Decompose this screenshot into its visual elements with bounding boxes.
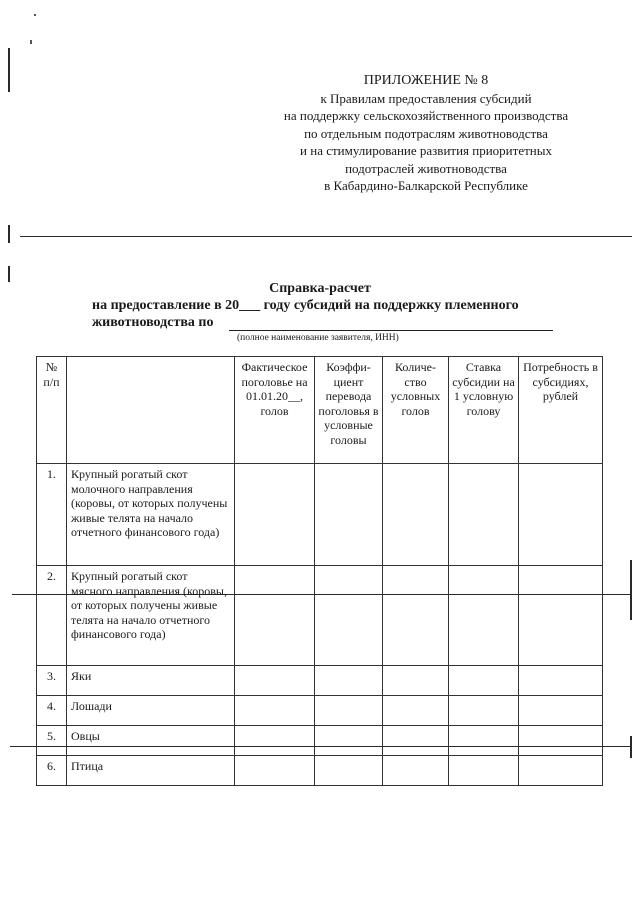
scan-edge-line bbox=[20, 236, 632, 237]
form-subtitle-line2: животноводства по bbox=[92, 315, 214, 330]
cell-coefficient[interactable] bbox=[315, 756, 383, 786]
row-name: Яки bbox=[67, 666, 235, 696]
cell-count[interactable] bbox=[383, 756, 449, 786]
header-livestock: Фактическое поголовье на 01.01.20__, голов bbox=[235, 357, 315, 464]
cell-rate[interactable] bbox=[449, 566, 519, 666]
scan-mark bbox=[30, 40, 32, 44]
cell-rate[interactable] bbox=[449, 756, 519, 786]
header-rate: Ставка субсидии на 1 условную голову bbox=[449, 357, 519, 464]
applicant-name-field bbox=[229, 330, 553, 331]
cell-coefficient[interactable] bbox=[315, 726, 383, 756]
cell-count[interactable] bbox=[383, 464, 449, 566]
table-row bbox=[37, 696, 603, 726]
scan-edge-line bbox=[630, 736, 632, 758]
cell-livestock[interactable] bbox=[235, 696, 315, 726]
cell-need[interactable] bbox=[519, 566, 603, 666]
row-name: Крупный рогатый скот мясного направления (коровы, от которых получены живые телята на начало отчетного финансового года) bbox=[67, 566, 235, 666]
cell-count[interactable] bbox=[383, 566, 449, 666]
cell-livestock[interactable] bbox=[235, 566, 315, 666]
appendix-line: к Правилам предоставления субсидий bbox=[320, 90, 532, 106]
scan-edge-line bbox=[8, 48, 10, 92]
scan-edge-line bbox=[8, 266, 10, 282]
header-count: Количе-ство условных голов bbox=[383, 357, 449, 464]
appendix-line: на поддержку сельскохозяйственного производства bbox=[283, 108, 569, 123]
row-num: 3. bbox=[37, 666, 67, 696]
header-coefficient: Коэффи-циент перевода поголовья в условные головы bbox=[315, 357, 383, 464]
row-name: Крупный рогатый скот молочного направления (коровы, от которых получены живые телята на начало отчетного финансового года) bbox=[67, 464, 235, 566]
table-header-row bbox=[37, 357, 603, 464]
row-name: Птица bbox=[67, 756, 235, 786]
appendix-line: в Кабардино-Балкарской Республике bbox=[324, 178, 528, 193]
table-row bbox=[37, 756, 603, 786]
appendix-line: по отдельным подотраслям животноводства bbox=[304, 125, 548, 141]
table-row bbox=[37, 566, 603, 666]
scan-edge-line bbox=[630, 560, 632, 620]
header-num: № п/п bbox=[37, 357, 67, 464]
cell-need[interactable] bbox=[519, 696, 603, 726]
cell-count[interactable] bbox=[383, 726, 449, 756]
cell-need[interactable] bbox=[519, 756, 603, 786]
row-num: 6. bbox=[37, 756, 67, 786]
cell-need[interactable] bbox=[519, 464, 603, 566]
row-name: Овцы bbox=[67, 726, 235, 756]
cell-livestock[interactable] bbox=[235, 666, 315, 696]
table-row bbox=[37, 726, 603, 756]
cell-rate[interactable] bbox=[449, 666, 519, 696]
appendix-line: и на стимулирование развития приоритетных bbox=[300, 143, 552, 158]
row-num: 1. bbox=[37, 464, 67, 566]
scan-edge-line bbox=[8, 225, 10, 243]
cell-coefficient[interactable] bbox=[315, 666, 383, 696]
cell-livestock[interactable] bbox=[235, 756, 315, 786]
cell-need[interactable] bbox=[519, 726, 603, 756]
row-name: Лошади bbox=[67, 696, 235, 726]
cell-rate[interactable] bbox=[449, 696, 519, 726]
appendix-block bbox=[250, 72, 602, 195]
cell-count[interactable] bbox=[383, 696, 449, 726]
row-num: 4. bbox=[37, 696, 67, 726]
cell-livestock[interactable] bbox=[235, 464, 315, 566]
form-title: Справка-расчет bbox=[269, 281, 371, 296]
cell-count[interactable] bbox=[383, 666, 449, 696]
form-subtitle-line1: на предоставление в 20___ году субсидий на поддержку племенного bbox=[92, 298, 519, 313]
cell-coefficient[interactable] bbox=[315, 464, 383, 566]
cell-coefficient[interactable] bbox=[315, 696, 383, 726]
row-num: 5. bbox=[37, 726, 67, 756]
header-need: Потребность в субсидиях, рублей bbox=[519, 357, 603, 464]
appendix-line: подотраслей животноводства bbox=[345, 160, 507, 176]
cell-rate[interactable] bbox=[449, 464, 519, 566]
header-name bbox=[67, 357, 235, 464]
cell-need[interactable] bbox=[519, 666, 603, 696]
row-num: 2. bbox=[37, 566, 67, 666]
applicant-caption: (полное наименование заявителя, ИНН) bbox=[237, 333, 399, 343]
table-row bbox=[37, 666, 603, 696]
appendix-title: ПРИЛОЖЕНИЕ № 8 bbox=[363, 73, 489, 88]
cell-rate[interactable] bbox=[449, 726, 519, 756]
cell-livestock[interactable] bbox=[235, 726, 315, 756]
subsidy-table bbox=[36, 356, 603, 786]
scan-mark bbox=[34, 14, 36, 16]
table-row bbox=[37, 464, 603, 566]
cell-coefficient[interactable] bbox=[315, 566, 383, 666]
